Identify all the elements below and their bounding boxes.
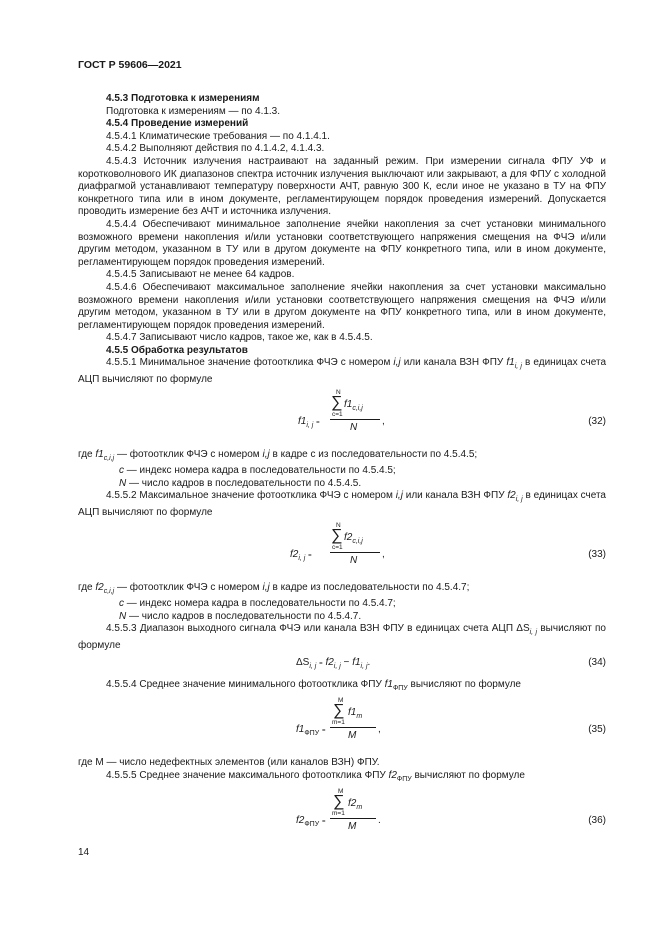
- equation-number-36: (36): [588, 815, 606, 827]
- page-body: [78, 93, 606, 848]
- equation-number-34: (34): [588, 656, 606, 668]
- section-4-5-3-text: Подготовка к измерениям — по 4.1.3.: [106, 105, 281, 117]
- para-4-5-4-7: 4.5.4.7 Записывают число кадров, такое же, как в 4.5.4.5.: [106, 332, 373, 344]
- page-number: 14: [78, 847, 90, 858]
- document-header: ГОСТ Р 59606—2021: [78, 59, 182, 71]
- para-4-5-4-1: 4.5.4.1 Климатические требования — по 4.1.4.1.: [106, 130, 330, 142]
- para-4-5-5-1: 4.5.5.1 Минимальное значение фотоотклика ФЧЭ с номером i,j или канала ВЗН ФПУ $f1_{i, j}$ в единицах счета АЦП вычисляют по формуле: [78, 357, 607, 386]
- formula-35: $f1_{ФПУ}$ = M ∑ m=1 $f1_m$ M , (35): [296, 697, 606, 742]
- equation-number-32: (32): [588, 415, 606, 427]
- where-c-32: c — индекс номера кадра в последовательности по 4.5.4.5;: [119, 465, 396, 477]
- where-n-33: N — число кадров в последовательности по 4.5.4.7.: [119, 610, 362, 622]
- para-4-5-4-4: 4.5.4.4 Обеспечивают минимальное заполнение ячейки накопления за счет установки минимального возможного времени накопления и/или установки соответствующего напряжения смещения на ФЧЭ и/или другим методом, указанном в ТУ или в другом документе на ФПУ конкретного типа, или в ином документе, регламентирующем порядок проведения измерений.: [78, 218, 606, 268]
- formula-36: $f2_{ФПУ}$ = M ∑ m=1 $f2_m$ M . (36): [296, 788, 606, 833]
- section-4-5-4-title: 4.5.4 Проведение измерений: [106, 118, 249, 130]
- para-4-5-5-3: 4.5.5.3 Диапазон выходного сигнала ФЧЭ или канала ВЗН ФПУ в единицах счета АЦП $\Delta S_{i, j}$ вычисляют по формуле: [78, 623, 606, 651]
- where-c-33: c — индекс номера кадра в последовательности по 4.5.4.7;: [119, 598, 396, 610]
- section-4-5-3-title: 4.5.3 Подготовка к измерениям: [106, 93, 260, 104]
- para-4-5-5-2: 4.5.5.2 Максимальное значение фотоотклика ФЧЭ с номером i,j или канала ВЗН ФПУ $f2_{i, j}$ в единицах счета АЦП вычисляют по формуле: [78, 490, 606, 519]
- formula-34: $\Delta S_{i, j} = f2_{i, j} - f1_{i, j}$. (34): [296, 656, 606, 670]
- para-4-5-4-6: 4.5.4.6 Обеспечивают максимальное заполнение ячейки накопления за счет установки максимально возможного времени накопления и/или установки соответствующего напряжения смещения на ФЧЭ и/или другим методом, указанном в ТУ или в другом документе на ФПУ конкретного типа, или в ином документе, регламентирующем порядок проведения измерений.: [78, 281, 606, 331]
- para-4-5-4-2: 4.5.4.2 Выполняют действия по 4.1.4.2, 4.1.4.3.: [106, 143, 325, 155]
- para-4-5-4-3: 4.5.4.3 Источник излучения настраивают на заданный режим. При измерении сигнала ФПУ УФ и коротковолнового ИК диапазонов спектра источник излучения выключают или закрывают, а для ФПУ с холодной диафрагмой устанавливают температуру поверхности АЧТ, равную 300 К, если иное не указано в ТУ на ФПУ конкретного типа или в ином документе, регламентирующем порядок проведения измерений. Допускается проводить измерение без АЧТ и источника излучения.: [78, 155, 606, 218]
- section-4-5-5-title: 4.5.5 Обработка результатов: [106, 344, 248, 356]
- where-n-32: N — число кадров в последовательности по 4.5.4.5.: [119, 477, 362, 489]
- equation-number-33: (33): [588, 548, 606, 560]
- para-4-5-5-4: 4.5.5.4 Среднее значение минимального фотоотклика ФПУ $f1_{ФПУ}$ вычисляют по формуле: [106, 678, 521, 692]
- where-block-32: где $f1_{c,i,j}$ — фотоотклик ФЧЭ с номером i,j в кадре с из последовательности по 4.5.4.5;: [78, 448, 478, 462]
- equation-number-35: (35): [588, 724, 606, 736]
- where-block-33: где $f2_{c,i,j}$ — фотоотклик ФЧЭ с номером i,j в кадре из последовательности по 4.5.4.7;: [78, 581, 470, 595]
- para-4-5-4-5: 4.5.4.5 Записывают не менее 64 кадров.: [106, 269, 295, 281]
- where-block-35: где M — число недефектных элементов (или каналов ВЗН) ФПУ.: [78, 757, 380, 769]
- formula-33: $f2_{i, j}$ = N ∑ c=1 $f2_{c,i,j}$ N , (33): [290, 521, 606, 566]
- para-4-5-5-5: 4.5.5.5 Среднее значение максимального фотоотклика ФПУ $f2_{ФПУ}$ вычисляют по формуле: [106, 769, 525, 783]
- formula-32: $f1_{i, j}$ = N ∑ c=1 $f1_{c,i,j}$ N , (32): [298, 388, 606, 433]
